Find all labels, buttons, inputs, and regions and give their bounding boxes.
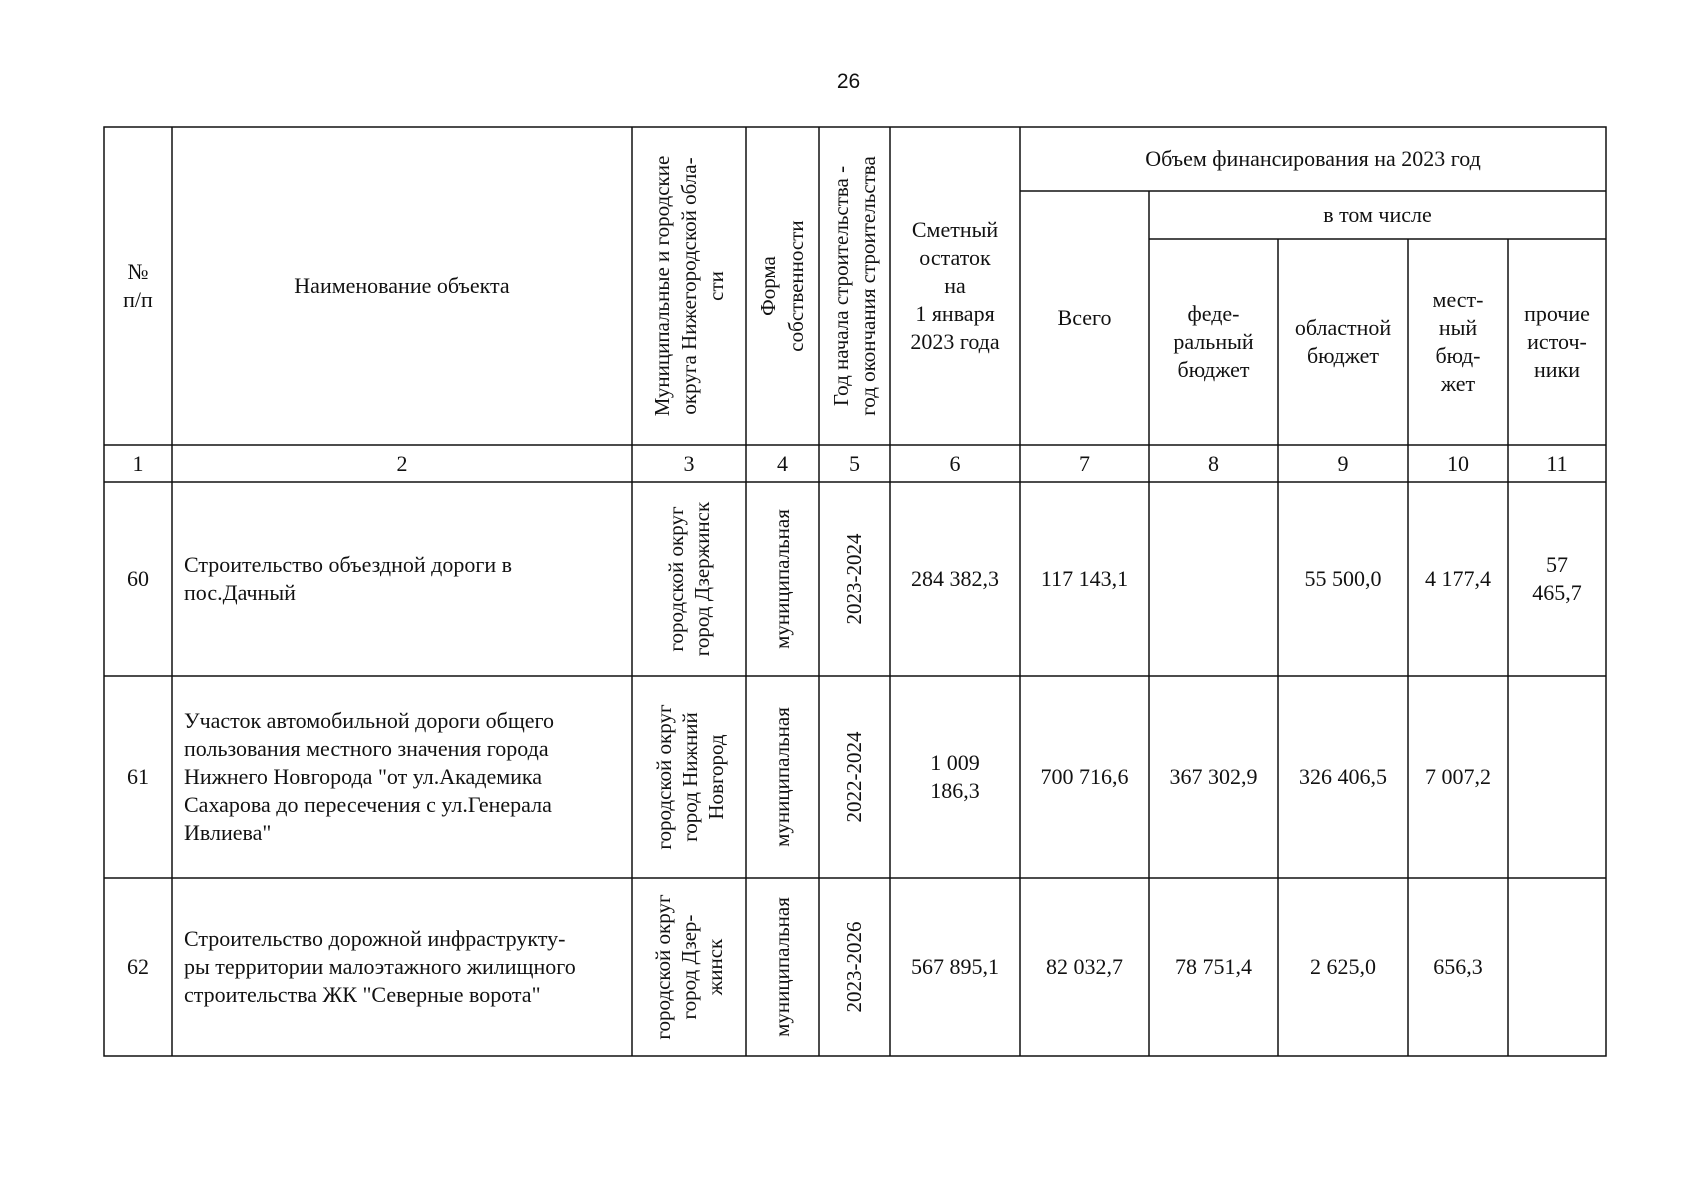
- object-name: Строительство объездной дороги в пос.Дачный: [184, 552, 513, 605]
- col-number: 6: [949, 450, 961, 476]
- header-municipality: Муниципальные и городские округа Нижегородской обла- сти: [649, 155, 728, 417]
- col-number: 9: [1337, 450, 1349, 476]
- col-number: 8: [1208, 450, 1219, 476]
- page-number: 26: [836, 70, 861, 93]
- col-number: 2: [396, 450, 408, 476]
- row-no: 60: [127, 566, 149, 591]
- municipality: городской округ город Нижний Новгород: [652, 704, 728, 850]
- header-regional: областной бюджет: [1294, 315, 1392, 368]
- header-local: мест- ный бюд- жет: [1432, 287, 1484, 396]
- header-including: в том числе: [1323, 202, 1432, 227]
- years: 2022-2024: [842, 731, 866, 823]
- header-total: Всего: [1057, 305, 1112, 330]
- ownership: муниципальная: [770, 897, 794, 1037]
- col-number: 7: [1079, 450, 1090, 476]
- local-value: 4 177,4: [1425, 566, 1491, 591]
- federal-value: 367 302,9: [1169, 764, 1258, 789]
- row-no: 62: [127, 954, 149, 979]
- header-no: № п/п: [123, 259, 153, 312]
- row-no: 61: [127, 764, 149, 789]
- header-estimate: Сметный остаток на 1 января 2023 года: [910, 217, 1000, 354]
- header-name: Наименование объекта: [294, 273, 510, 298]
- col-number: 1: [132, 450, 144, 476]
- header-federal: феде- ральный бюджет: [1173, 301, 1254, 382]
- regional-value: 55 500,0: [1304, 566, 1382, 591]
- municipality: городской округ город Дзер- жинск: [651, 894, 727, 1040]
- col-number: 5: [849, 450, 860, 476]
- years: 2023-2026: [842, 921, 866, 1013]
- header-years: Год начала строительства - год окончания строительства: [829, 156, 880, 416]
- other-value: [1508, 878, 1606, 1056]
- col-number: 4: [777, 450, 788, 476]
- ownership: муниципальная: [770, 707, 794, 847]
- local-value: 656,3: [1433, 954, 1483, 979]
- years: 2023-2024: [842, 533, 866, 625]
- other-value: [1508, 676, 1606, 878]
- estimate-value: 567 895,1: [911, 954, 999, 979]
- estimate-value: 284 382,3: [911, 566, 999, 591]
- other-value: 57 465,7: [1532, 552, 1582, 605]
- federal-value: [1149, 482, 1278, 676]
- total-value: 82 032,7: [1046, 954, 1123, 979]
- federal-value: 78 751,4: [1175, 954, 1252, 979]
- regional-value: 2 625,0: [1310, 954, 1376, 979]
- ownership: муниципальная: [770, 509, 794, 649]
- estimate-value: 1 009 186,3: [930, 750, 980, 803]
- header-other: прочие источ- ники: [1524, 301, 1590, 382]
- regional-value: 326 406,5: [1299, 764, 1387, 789]
- header-ownership: Форма собственности: [756, 220, 808, 352]
- col-number: 3: [683, 450, 695, 476]
- municipality: городской округ город Дзержинск: [664, 501, 714, 657]
- total-value: 700 716,6: [1040, 764, 1129, 789]
- col-number: 10: [1447, 450, 1469, 476]
- col-number: 11: [1546, 450, 1568, 476]
- local-value: 7 007,2: [1425, 764, 1491, 789]
- object-name: Строительство дорожной инфраструкту- ры территории малоэтажного жилищного строительства ЖК "Северные ворота": [184, 926, 576, 1007]
- object-name: Участок автомобильной дороги общего пользования местного значения города Нижнего Новгорода "от ул.Академика Сахарова до пересечения с ул.Генерала Ивлиева": [184, 708, 555, 845]
- header-financing-title: Объем финансирования на 2023 год: [1145, 146, 1481, 171]
- total-value: 117 143,1: [1040, 566, 1129, 591]
